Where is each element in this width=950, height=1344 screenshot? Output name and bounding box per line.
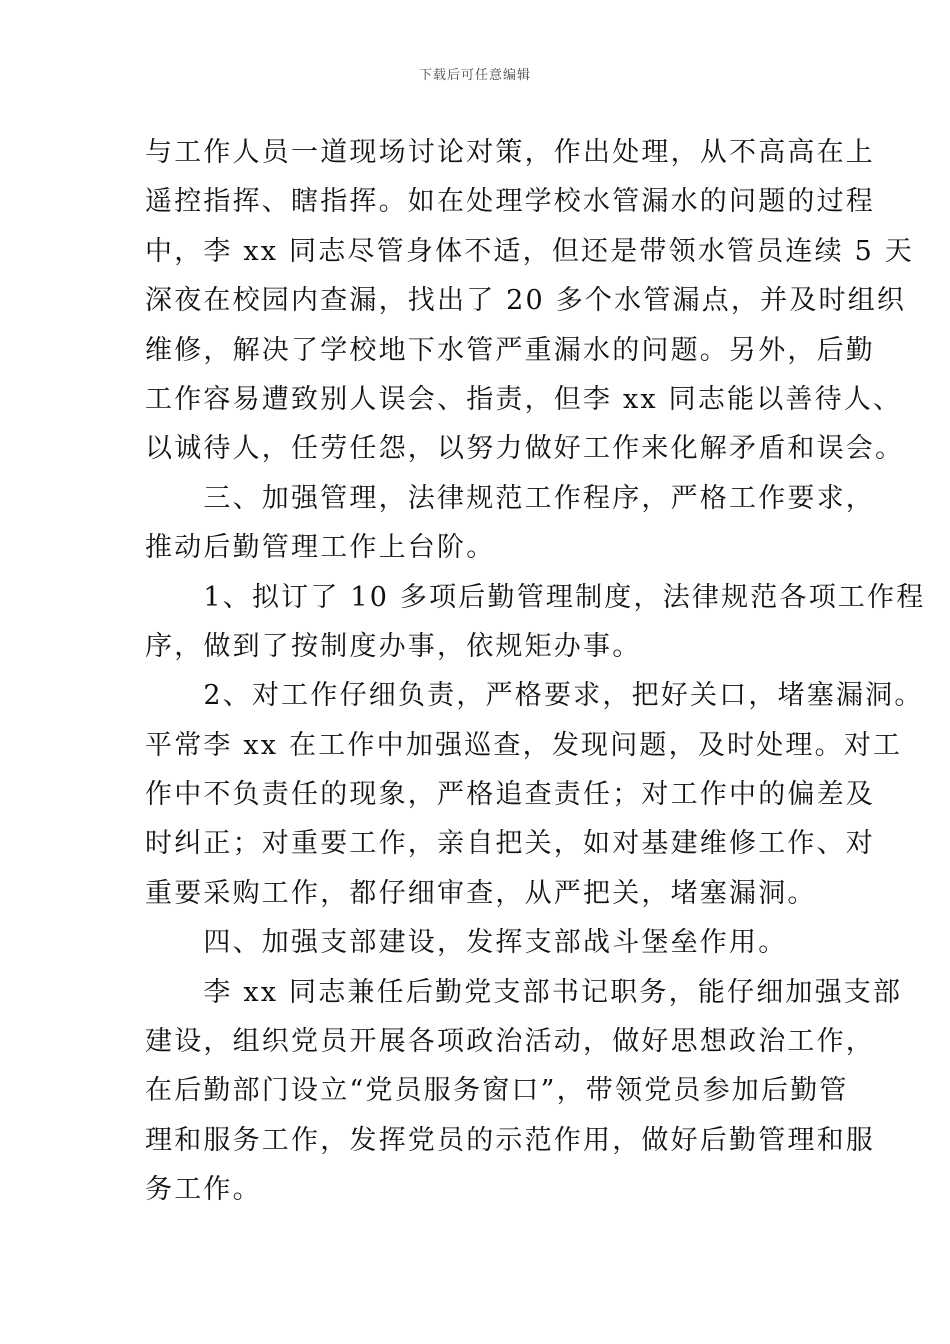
text-line: 推动后勤管理工作上台阶。 — [145, 532, 496, 564]
text-line: 工作容易遭致别人误会、指责，但李 xx 同志能以善待人、 — [145, 383, 903, 415]
text-line: 深夜在校园内查漏，找出了 20 多个水管漏点，并及时组织 — [145, 285, 907, 317]
text-line: 时纠正；对重要工作，亲自把关，如对基建维修工作、对 — [145, 828, 875, 860]
document-body — [145, 128, 926, 1215]
text-line: 建设，组织党员开展各项政治活动，做好思想政治工作， — [145, 1026, 875, 1058]
section-heading-line: 三、加强管理，法律规范工作程序，严格工作要求， — [145, 482, 875, 514]
text-line: 在后勤部门设立“党员服务窗口”，带领党员参加后勤管 — [145, 1075, 849, 1107]
text-line: 以诚待人，任劳任怨，以努力做好工作来化解矛盾和误会。 — [145, 433, 905, 465]
list-item-line: 1、拟订了 10 多项后勤管理制度，法律规范各项工作程 — [145, 581, 926, 613]
text-line: 务工作。 — [145, 1174, 262, 1206]
paragraph-start-line: 李 xx 同志兼任后勤党支部书记职务，能仔细加强支部 — [145, 976, 903, 1008]
section-heading-line: 四、加强支部建设，发挥支部战斗堡垒作用。 — [145, 927, 788, 959]
text-line: 重要采购工作，都仔细审查，从严把关，堵塞漏洞。 — [145, 877, 817, 909]
text-line: 遥控指挥、瞎指挥。如在处理学校水管漏水的问题的过程 — [145, 186, 875, 218]
text-line: 与工作人员一道现场讨论对策，作出处理，从不高高在上 — [145, 137, 875, 168]
text-line: 序，做到了按制度办事，依规矩办事。 — [145, 630, 642, 662]
text-line: 维修，解决了学校地下水管严重漏水的问题。另外，后勤 — [145, 334, 875, 366]
list-item-line: 2、对工作仔细负责，严格要求，把好关口，堵塞漏洞。 — [145, 680, 924, 712]
text-line: 理和服务工作，发挥党员的示范作用，做好后勤管理和服 — [145, 1124, 875, 1156]
page-header: 下载后可任意编辑 — [418, 68, 531, 83]
text-line: 中，李 xx 同志尽管身体不适，但还是带领水管员连续 5 天 — [145, 235, 914, 267]
text-line: 作中不负责任的现象，严格追查责任；对工作中的偏差及 — [145, 779, 875, 811]
text-line: 平常李 xx 在工作中加强巡查，发现问题，及时处理。对工 — [145, 729, 903, 761]
